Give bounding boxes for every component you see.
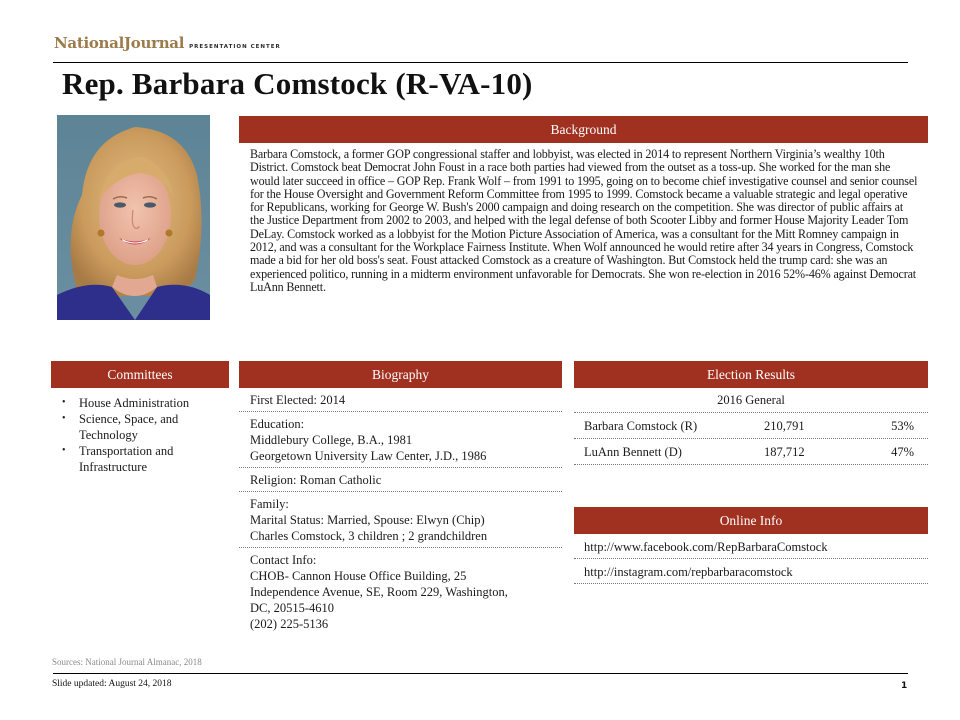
contact-phone: (202) 225-5136 [250, 617, 329, 631]
candidate-name: LuAnn Bennett (D) [584, 445, 682, 459]
contact-line: Independence Avenue, SE, Room 229, Washington, [250, 585, 508, 599]
family-line: Marital Status: Married, Spouse: Elwyn (Chip) [250, 513, 485, 527]
brand-name: NationalJournal [54, 34, 185, 52]
committees-panel [51, 361, 229, 475]
election-results-panel [574, 361, 928, 465]
election-row [574, 413, 928, 439]
family-label: Family: [250, 497, 289, 511]
background-text: Barbara Comstock, a former GOP congressional staffer and lobbyist, was elected in 2014 to represent Northern Virginia’s wealthy 10th District. Comstock beat Democrat John Foust in a race both parties had viewed from the outset as a toss-up. She worked for the man she would later succeed in office – GOP Rep. Frank Wolf – from 1991 to 1995, going on to become chief investigative counsel and senior counsel for the House Oversight and Government Reform Committee from 1995 to 1999. Comstock became a valuable strategic and legal operative for Republicans, working for George W. Bush's 2000 campaign and doing research on the competition. She was director of public affairs at the Justice Department from 2002 to 2003, and helped with the legal defense of both Scooter Libby and former House Majority Leader Tom DeLay. Comstock worked as a lobbyist for the Motion Picture Association of America, was a consultant for the Mitt Romney campaign in 2012, and was a consultant for the Workplace Fairness Institute. When Wolf announced he would retire after 34 years in Congress, Comstock made a bid for her old boss's seat. Foust attacked Comstock as a creature of Washington. But Comstock held the trump card: she was an experienced politico, running in a midterm environment unfavorable for Democrats. She won re-election in 2016 52%-46% against Democrat LuAnn Bennett. [250, 147, 918, 294]
family-line: Charles Comstock, 3 children ; 2 grandchildren [250, 529, 488, 543]
education-item: Middlebury College, B.A., 1981 [250, 433, 413, 447]
contact-label: Contact Info: [250, 553, 317, 567]
committee-item: • House Administration [61, 395, 229, 411]
slide-updated: Slide updated: August 24, 2018 [52, 679, 172, 689]
election-row [574, 439, 928, 465]
bio-contact [239, 548, 562, 635]
committees-header: Committees [51, 361, 229, 388]
candidate-percent: 53% [891, 419, 914, 433]
contact-line: CHOB- Cannon House Office Building, 25 [250, 569, 467, 583]
election-subheader: 2016 General [574, 388, 928, 413]
header-divider [53, 62, 908, 63]
sources-note: Sources: National Journal Almanac, 2018 [52, 657, 202, 667]
online-info-panel [574, 507, 928, 584]
footer-divider [53, 673, 908, 674]
religion-text: Religion: Roman Catholic [250, 473, 382, 487]
portrait-image-icon [57, 115, 210, 320]
online-header: Online Info [574, 507, 928, 534]
election-header: Election Results [574, 361, 928, 388]
facebook-link[interactable]: http://www.facebook.com/RepBarbaraComstock [574, 534, 928, 559]
committee-item: • Science, Space, and Technology [61, 411, 229, 443]
candidate-name: Barbara Comstock (R) [584, 419, 698, 433]
page-title: Rep. Barbara Comstock (R-VA-10) [62, 66, 533, 101]
education-label: Education: [250, 417, 305, 431]
background-panel [239, 116, 928, 294]
contact-line: DC, 20515-4610 [250, 601, 335, 615]
candidate-votes: 187,712 [764, 445, 805, 459]
instagram-link[interactable]: http://instagram.com/repbarbaracomstock [574, 559, 928, 584]
candidate-votes: 210,791 [764, 419, 805, 433]
portrait-photo [57, 115, 210, 320]
committees-list [51, 388, 229, 475]
bio-education [239, 412, 562, 468]
committee-item: • Transportation and Infrastructure [61, 443, 229, 475]
background-header: Background [239, 116, 928, 143]
biography-header: Biography [239, 361, 562, 388]
education-item: Georgetown University Law Center, J.D., 1986 [250, 449, 487, 463]
brand-logo [54, 34, 281, 52]
page-number: 1 [901, 681, 908, 691]
brand-subtitle: PRESENTATION CENTER [189, 44, 281, 50]
biography-panel [239, 361, 562, 635]
bio-family [239, 492, 562, 548]
bio-religion [239, 468, 562, 492]
first-elected-text: First Elected: 2014 [250, 393, 346, 407]
candidate-percent: 47% [891, 445, 914, 459]
bio-first-elected [239, 388, 562, 412]
